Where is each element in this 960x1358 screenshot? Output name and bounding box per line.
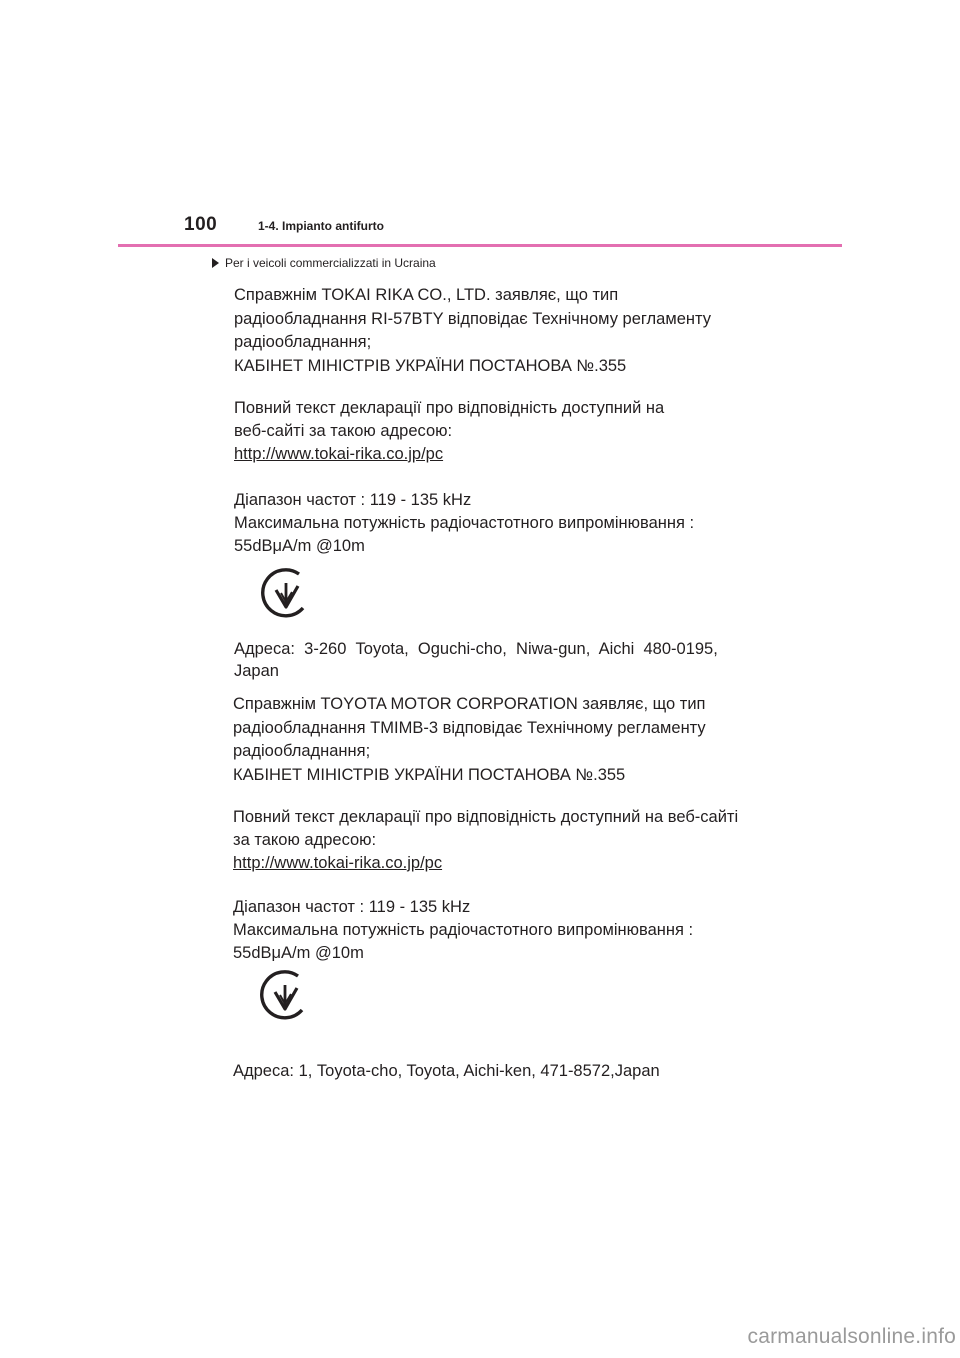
section-title: 1-4. Impianto antifurto bbox=[258, 219, 384, 233]
text-line: Повний текст декларації про відповідність доступний на веб-сайті bbox=[233, 808, 739, 826]
watermark: carmanualsonline.info bbox=[747, 1325, 956, 1348]
text-line: 55dBμA/m @10m bbox=[234, 537, 365, 555]
ukrainian-conformity-mark-icon bbox=[259, 566, 311, 618]
ukrainian-conformity-mark-icon bbox=[258, 968, 310, 1020]
declaration-2-intro bbox=[233, 693, 706, 787]
text-line: веб-сайті за такою адресою: bbox=[234, 422, 453, 440]
declaration-1-intro bbox=[234, 284, 711, 378]
text-line: Максимальна потужність радіочастотного випромінювання : bbox=[233, 921, 694, 939]
text-line: Діапазон частот : 119 - 135 kHz bbox=[233, 898, 471, 916]
text-line: 55dBμA/m @10m bbox=[233, 944, 364, 962]
text-line: радіообладнання RI-57BTY відповідає Технічному регламенту bbox=[234, 309, 711, 328]
text-line: радіообладнання; bbox=[234, 333, 372, 351]
text-line: Діапазон частот : 119 - 135 kHz bbox=[234, 491, 472, 509]
header-rule bbox=[118, 244, 842, 247]
text-line: КАБІНЕТ МІНІСТРІВ УКРАЇНИ ПОСТАНОВА №.355 bbox=[233, 765, 626, 784]
declaration-1-fulltext bbox=[234, 397, 664, 466]
page-number: 100 bbox=[184, 214, 218, 235]
declaration-2-fulltext bbox=[233, 806, 738, 875]
text-line: Справжнім TOYOTA MOTOR CORPORATION заявляє, що тип bbox=[233, 695, 706, 713]
declaration-1-frequency bbox=[234, 489, 694, 558]
bullet-text: Per i veicoli commercializzati in Ucraina bbox=[225, 256, 436, 270]
text-line: радіообладнання; bbox=[233, 742, 371, 760]
declaration-url-link[interactable]: http://www.tokai-rika.co.jp/pc bbox=[234, 445, 444, 463]
text-line: Адреса: 3-260 Toyota, Oguchi-cho, Niwa-gun, Aichi 480-0195, bbox=[234, 640, 718, 658]
declaration-1-address bbox=[234, 638, 718, 682]
text-line: за такою адресою: bbox=[233, 831, 377, 849]
text-line: Справжнім TOKAI RIKA CO., LTD. заявляє, що тип bbox=[234, 286, 619, 304]
text-line: Japan bbox=[234, 662, 279, 680]
declaration-url-link[interactable]: http://www.tokai-rika.co.jp/pc bbox=[233, 854, 443, 872]
text-line: Максимальна потужність радіочастотного випромінювання : bbox=[234, 514, 695, 532]
declaration-2-address bbox=[233, 1060, 660, 1082]
declaration-2-frequency bbox=[233, 896, 693, 965]
bullet-heading bbox=[212, 256, 436, 270]
text-line: КАБІНЕТ МІНІСТРІВ УКРАЇНИ ПОСТАНОВА №.355 bbox=[234, 356, 627, 375]
text-line: Адреса: 1, Toyota-cho, Toyota, Aichi-ken, 471-8572,Japan bbox=[233, 1062, 660, 1080]
triangle-bullet-icon bbox=[212, 258, 219, 268]
text-line: Повний текст декларації про відповідність доступний на bbox=[234, 399, 665, 417]
text-line: радіообладнання TMIMB-3 відповідає Технічному регламенту bbox=[233, 718, 706, 737]
